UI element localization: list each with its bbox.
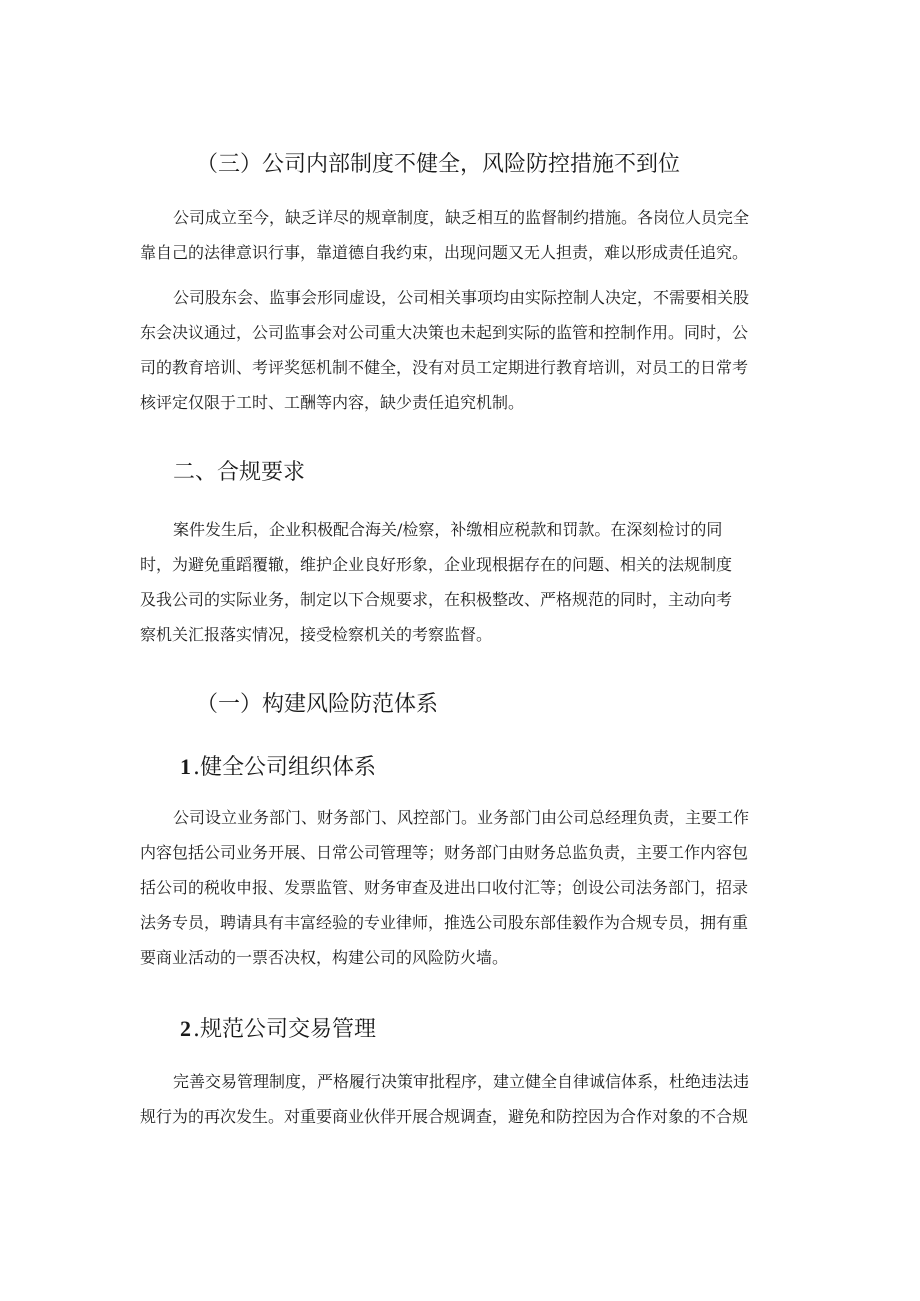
paragraph-line: 内容包括公司业务开展、日常公司管理等；财务部门由财务总监负责，主要工作内容包 [140,843,749,862]
paragraph-compliance-intro [140,512,800,652]
paragraph-line: 靠自己的法律意识行事，靠道德自我约束，出现问题又无人担责，难以形成责任追究。 [140,243,749,262]
paragraph-line: 公司股东会、监事会形同虚设，公司相关事项均由实际控制人决定，不需要相关股 [173,288,750,307]
paragraph-line: 要商业活动的一票否决权，构建公司的风险防火墙。 [140,948,509,967]
item-heading-text: .健全公司组织体系 [193,755,376,780]
paragraph-line: 公司成立至今，缺乏详尽的规章制度，缺乏相互的监督制约措施。各岗位人员完全 [173,208,750,227]
section-heading-2: 二、合规要求 [173,460,306,485]
item-number: 2 [180,1016,191,1041]
paragraph-line: 案件发生后，企业积极配合海关/检察，补缴相应税款和罚款。在深刻检讨的同 [173,520,723,539]
item-heading-1 [180,752,376,783]
paragraph-organization [140,800,800,975]
item-number: 1 [180,754,191,779]
paragraph-line: 核评定仅限于工时、工酬等内容，缺少责任追究机制。 [140,393,525,412]
paragraph-line: 司的教育培训、考评奖惩机制不健全，没有对员工定期进行教育培训，对员工的日常考 [140,358,749,377]
item-heading-text: .规范公司交易管理 [193,1017,376,1042]
section-heading-3: （三）公司内部制度不健全，风险防控措施不到位 [196,152,681,177]
paragraph-line: 公司设立业务部门、财务部门、风控部门。业务部门由公司总经理负责，主要工作 [173,808,750,827]
paragraph-line: 法务专员，聘请具有丰富经验的专业律师，推选公司股东部佳毅作为合规专员，拥有重 [140,913,749,932]
paragraph-lack-of-rules [140,200,800,270]
paragraph-line: 时，为避免重蹈覆辙，维护企业良好形象，企业现根据存在的问题、相关的法规制度 [140,555,733,574]
paragraph-line: 括公司的税收申报、发票监管、财务审查及进出口收付汇等；创设公司法务部门，招录 [140,878,749,897]
paragraph-line: 及我公司的实际业务，制定以下合规要求，在积极整改、严格规范的同时，主动向考 [140,590,733,609]
subsection-heading-1: （一）构建风险防范体系 [196,692,439,717]
paragraph-line: 规行为的再次发生。对重要商业伙伴开展合规调查，避免和防控因为合作对象的不合规 [140,1107,749,1126]
paragraph-line: 察机关汇报落实情况，接受检察机关的考察监督。 [140,625,493,644]
paragraph-line: 东会决议通过，公司监事会对公司重大决策也未起到实际的监管和控制作用。同时，公 [140,323,749,342]
paragraph-transaction-management [140,1064,800,1134]
paragraph-governance [140,280,800,420]
item-heading-2 [180,1014,376,1045]
paragraph-line: 完善交易管理制度，严格履行决策审批程序，建立健全自律诚信体系，杜绝违法违 [173,1072,750,1091]
